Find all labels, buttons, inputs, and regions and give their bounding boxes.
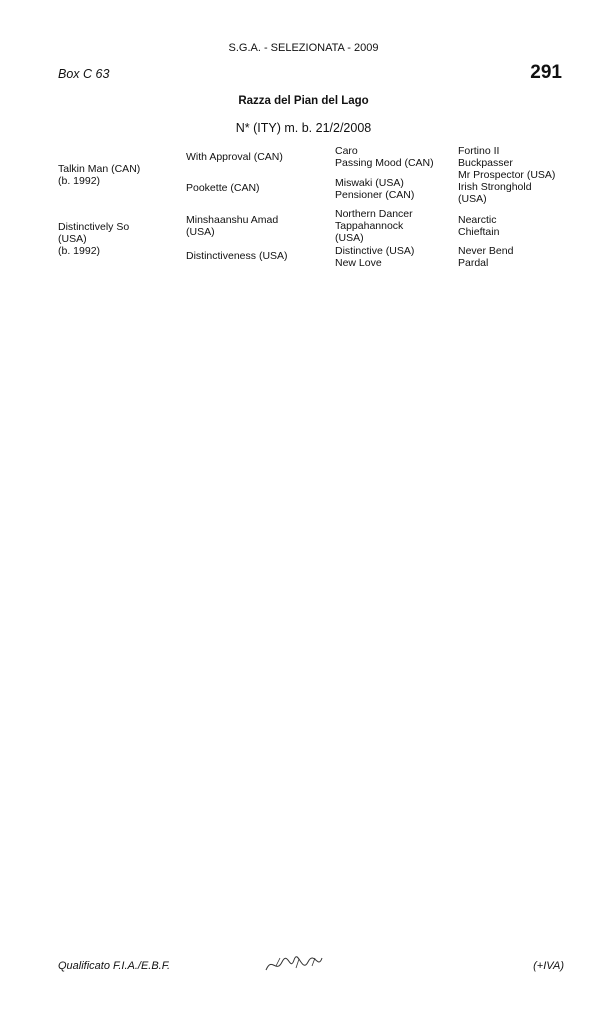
pedigree-gen4-a: Fortino II Buckpasser Mr Prospector (USA) Irish Stronghold (USA) [458, 145, 556, 205]
pedigree-sire-dam: Pookette (CAN) [186, 182, 260, 194]
pedigree-dam-sire: Minshaanshu Amad (USA) [186, 214, 279, 238]
pedigree-gen3-d: Distinctive (USA) New Love [335, 245, 415, 269]
pedigree-dam-dam: Distinctiveness (USA) [186, 250, 288, 262]
signature-mark [262, 950, 326, 978]
pedigree-gen4-b: Nearctic Chieftain [458, 214, 500, 238]
pedigree-gen3-a: Caro Passing Mood (CAN) [335, 145, 434, 169]
pedigree-gen3-c: Northern Dancer Tappahannock (USA) [335, 208, 413, 244]
pedigree-gen3-b: Miswaki (USA) Pensioner (CAN) [335, 177, 415, 201]
pedigree-sire: Talkin Man (CAN) (b. 1992) [58, 163, 141, 187]
pedigree-gen4-c: Never Bend Pardal [458, 245, 514, 269]
horse-title: N* (ITY) m. b. 21/2/2008 [235, 121, 372, 135]
pedigree-dam: Distinctively So (USA) (b. 1992) [58, 221, 130, 257]
lot-number: 291 [530, 62, 562, 83]
catalogue-header: S.G.A. - SELEZIONATA - 2009 [228, 42, 379, 54]
pedigree-sire-sire: With Approval (CAN) [186, 151, 283, 163]
box-label: Box C 63 [58, 67, 110, 81]
qualification-note: Qualificato F.I.A./E.B.F. [58, 960, 171, 972]
breeder-name: Razza del Pian del Lago [238, 95, 369, 107]
vat-note: (+IVA) [533, 960, 564, 972]
